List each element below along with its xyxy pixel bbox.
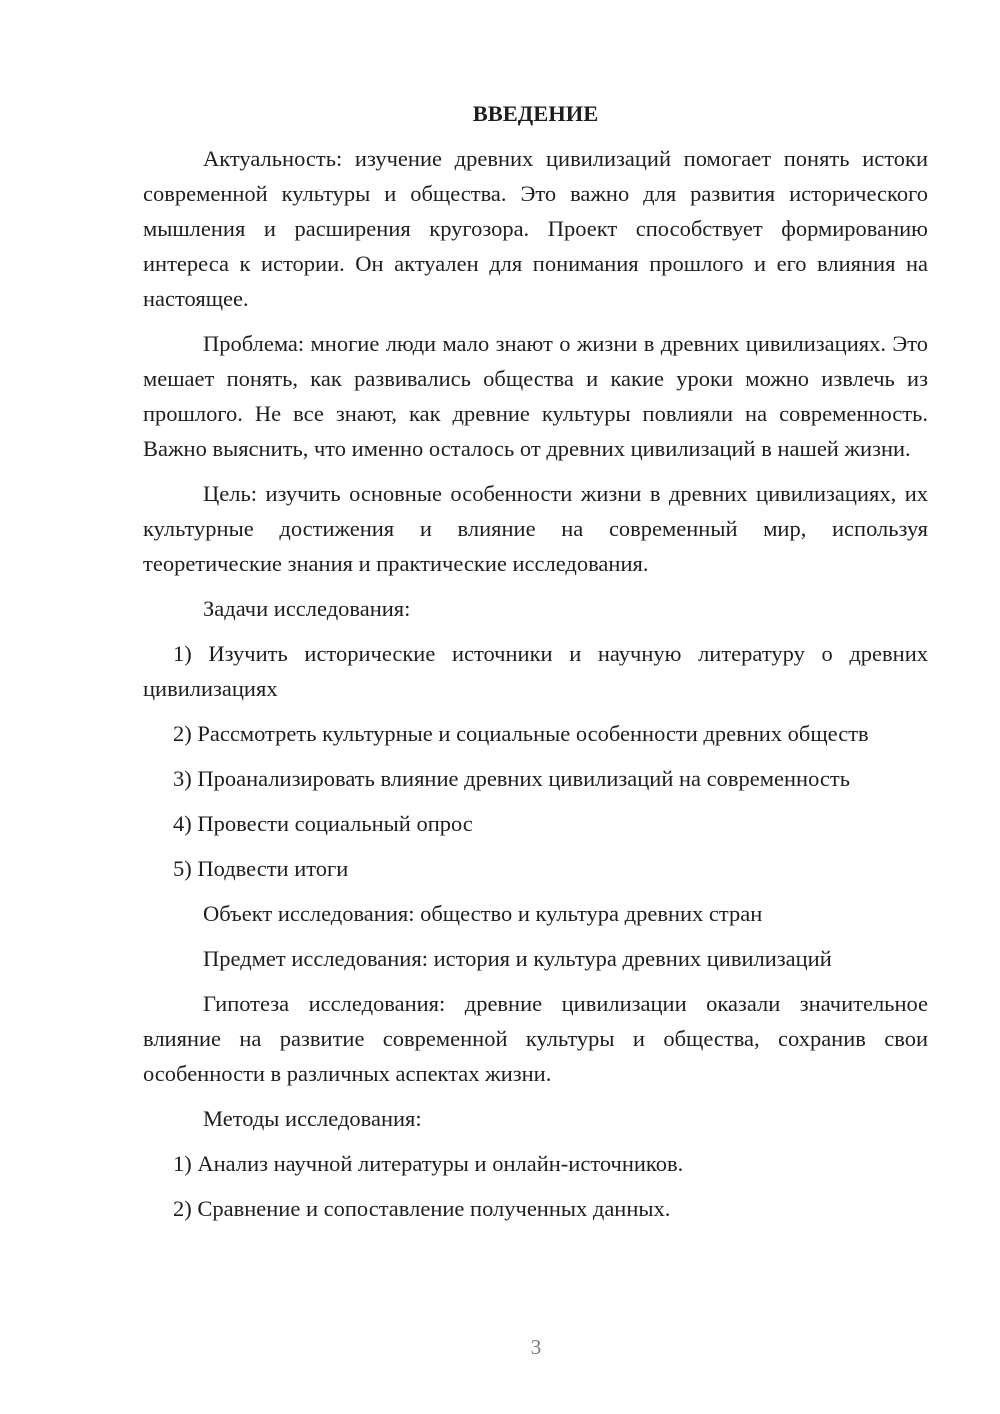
page-number: 3 bbox=[530, 1335, 542, 1359]
method-item-2: 2) Сравнение и сопоставление полученных данных. bbox=[173, 1196, 671, 1221]
task-item-2: 2) Рассмотреть культурные и социальные особенности древних обществ bbox=[173, 721, 869, 746]
tasks-heading: Задачи исследования: bbox=[203, 596, 411, 621]
hypothesis-paragraph: Гипотеза исследования: древние цивилизации оказали значительное влияние на развитие современной культуры и общества, сохранив свои особенности в различных аспектах жизни. bbox=[143, 991, 928, 1086]
methods-heading: Методы исследования: bbox=[203, 1106, 422, 1131]
research-object: Объект исследования: общество и культура древних стран bbox=[203, 901, 763, 926]
problem-paragraph: Проблема: многие люди мало знают о жизни в древних цивилизациях. Это мешает понять, как развивались общества и какие уроки можно извлечь из прошлого. Не все знают, как древние культуры повлияли на современность. Важно выяснить, что именно осталось от древних цивилизаций в нашей жизни. bbox=[143, 331, 928, 461]
task-item-3: 3) Проанализировать влияние древних цивилизаций на современность bbox=[173, 766, 850, 791]
section-title: ВВЕДЕНИЕ bbox=[472, 101, 599, 126]
task-item-1: 1) Изучить исторические источники и научную литературу о древних цивилизациях bbox=[143, 641, 928, 701]
relevance-paragraph: Актуальность: изучение древних цивилизаций помогает понять истоки современной культуры и общества. Это важно для развития исторического мышления и расширения кругозора. Проект способствует формированию интереса к истории. Он актуален для понимания прошлого и его влияния на настоящее. bbox=[143, 146, 928, 311]
method-item-1: 1) Анализ научной литературы и онлайн-источников. bbox=[173, 1151, 684, 1176]
page-content bbox=[143, 96, 928, 1236]
task-item-5: 5) Подвести итоги bbox=[173, 856, 349, 881]
research-subject: Предмет исследования: история и культура древних цивилизаций bbox=[203, 946, 832, 971]
task-item-4: 4) Провести социальный опрос bbox=[173, 811, 473, 836]
goal-paragraph: Цель: изучить основные особенности жизни в древних цивилизациях, их культурные достижения и влияние на современный мир, используя теоретические знания и практические исследования. bbox=[143, 481, 928, 576]
